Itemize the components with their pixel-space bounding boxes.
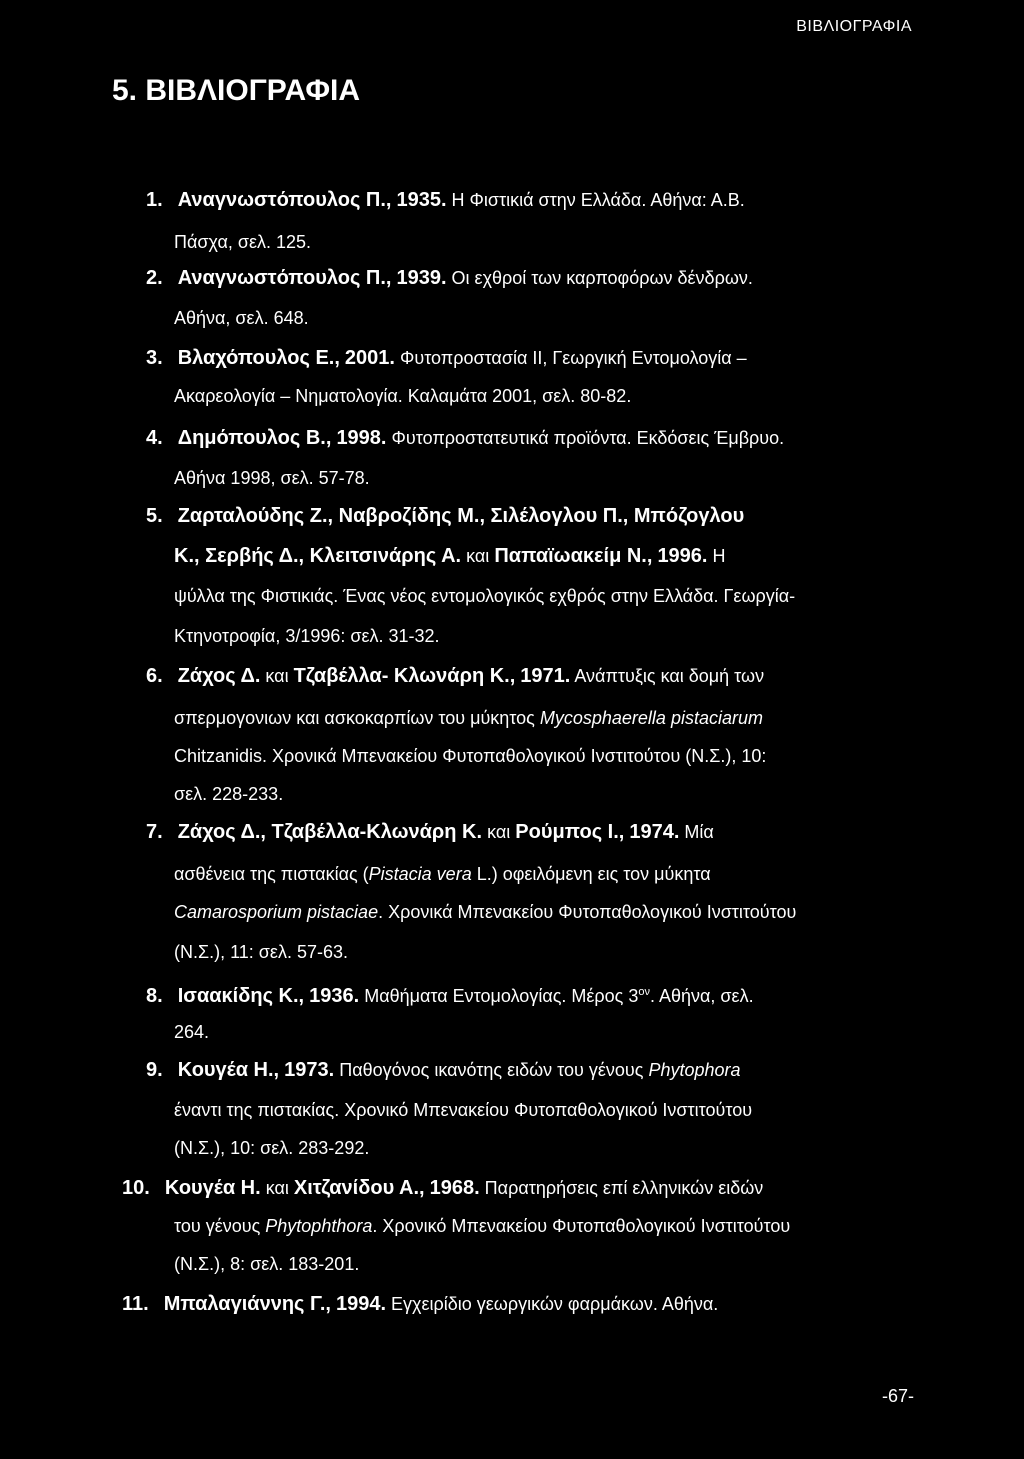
- reference-text: . Χρονικό Μπενακείου Φυτοπαθολογικού Ινστιτούτου: [372, 1216, 791, 1236]
- reference-year: 1935.: [396, 189, 447, 211]
- reference-text: Φυτοπροστασία ΙΙ, Γεωργική Εντομολογία –: [399, 348, 747, 368]
- reference-author: Κουγέα Η.,: [177, 1059, 280, 1081]
- reference-4-line-1: [146, 426, 784, 450]
- reference-text: του γένους: [174, 1216, 261, 1236]
- reference-9-line-1: [146, 1058, 741, 1082]
- reference-author: Ρούμπος Ι.,: [515, 821, 625, 843]
- reference-author: Δημόπουλος Β.,: [177, 427, 332, 449]
- reference-text-tail: . Αθήνα, σελ.: [649, 986, 754, 1006]
- reference-6-line-1: [146, 664, 764, 688]
- reference-1-line-1: [146, 188, 745, 212]
- reference-text: L.) οφειλόμενη εις τον μύκητα: [476, 864, 711, 884]
- reference-number: 10.: [122, 1177, 150, 1199]
- reference-text: [364, 986, 753, 1006]
- reference-year: 1939.: [396, 267, 447, 289]
- reference-author: Ζάχος Δ.: [177, 665, 261, 687]
- reference-text: Οι εχθροί των καρποφόρων δένδρων.: [451, 268, 753, 288]
- reference-text: Μία: [684, 822, 714, 842]
- reference-species-name: Mycosphaerella pistaciarum: [539, 708, 763, 728]
- reference-author: Βλαχόπουλος Ε.,: [177, 347, 340, 369]
- reference-year: 1998.: [336, 427, 387, 449]
- section-title: 5. ΒΙΒΛΙΟΓΡΑΦΙΑ: [112, 74, 360, 107]
- reference-11-line-1: [122, 1292, 718, 1316]
- ordinal-superscript: ον: [638, 986, 650, 998]
- reference-9-line-3: (Ν.Σ.), 10: σελ. 283-292.: [174, 1138, 370, 1158]
- reference-8-line-2: 264.: [174, 1022, 210, 1042]
- reference-year: 1994.: [335, 1293, 387, 1315]
- reference-8-line-1: [146, 980, 754, 1008]
- reference-author: Κουγέα Η.: [164, 1177, 261, 1199]
- reference-author: Αναγνωστόπουλος Π.,: [177, 267, 392, 289]
- reference-author: Κ., Σερβής Δ., Κλειτσινάρης Α.: [174, 545, 462, 567]
- reference-2-line-2: Αθήνα, σελ. 648.: [174, 308, 309, 328]
- reference-number: 5.: [146, 505, 163, 527]
- reference-author: Χιτζανίδου Α.,: [293, 1177, 425, 1199]
- reference-10-line-2: [174, 1214, 790, 1238]
- reference-text: Η: [712, 546, 726, 566]
- reference-7-line-1: [146, 820, 714, 844]
- reference-5-line-2: [174, 544, 726, 568]
- reference-author: Παπαϊωακείμ Ν.,: [494, 545, 653, 567]
- reference-6-line-4: σελ. 228-233.: [174, 784, 284, 804]
- reference-author: Αναγνωστόπουλος Π.,: [177, 189, 392, 211]
- reference-number: 2.: [146, 267, 163, 289]
- reference-text-main: Μαθήματα Εντομολογίας. Μέρος 3: [364, 986, 639, 1006]
- reference-text: Εγχειρίδιο γεωργικών φαρμάκων. Αθήνα.: [391, 1294, 719, 1314]
- reference-author: Τζαβέλλα- Κλωνάρη Κ.,: [293, 665, 516, 687]
- reference-9-line-2: έναντι της πιστακίας. Χρονικό Μπενακείου Φυτοπαθολογικού Ινστιτούτου: [174, 1100, 753, 1120]
- reference-year: 1968.: [429, 1177, 480, 1199]
- reference-5-line-4: Κτηνοτροφία, 3/1996: σελ. 31-32.: [174, 626, 440, 646]
- reference-year: 1996.: [657, 545, 708, 567]
- reference-text: Παθογόνος ικανότης ειδών του γένους: [339, 1060, 644, 1080]
- reference-conjunction: και: [265, 666, 289, 686]
- reference-genus-name: Phytophthora: [265, 1216, 373, 1236]
- reference-text: Ανάπτυξις και δομή των: [574, 666, 765, 686]
- reference-number: 6.: [146, 665, 163, 687]
- reference-10-line-3: (Ν.Σ.), 8: σελ. 183-201.: [174, 1254, 360, 1274]
- reference-3-line-1: [146, 346, 747, 370]
- reference-1-line-2: Πάσχα, σελ. 125.: [174, 232, 312, 252]
- reference-number: 11.: [122, 1293, 149, 1315]
- reference-conjunction: και: [487, 822, 511, 842]
- reference-year: 1971.: [520, 665, 571, 687]
- reference-number: 4.: [146, 427, 163, 449]
- reference-author: Ζάχος Δ., Τζαβέλλα-Κλωνάρη Κ.: [177, 821, 483, 843]
- reference-year: 1973.: [284, 1059, 335, 1081]
- reference-text: Παρατηρήσεις επί ελληνικών ειδών: [484, 1178, 764, 1198]
- reference-10-line-1: [122, 1176, 763, 1200]
- reference-6-line-2: [174, 706, 763, 730]
- page-number: -67-: [881, 1386, 914, 1406]
- reference-author: Μπαλαγιάννης Γ.,: [163, 1293, 331, 1315]
- reference-number: 7.: [146, 821, 163, 843]
- reference-author: Ισαακίδης Κ.,: [177, 985, 305, 1007]
- reference-7-line-3: [174, 900, 796, 924]
- reference-2-line-1: [146, 266, 753, 290]
- reference-5-line-3: ψύλλα της Φιστικιάς. Ένας νέος εντομολογικός εχθρός στην Ελλάδα. Γεωργία-: [174, 586, 796, 606]
- reference-conjunction: και: [265, 1178, 289, 1198]
- reference-number: 8.: [146, 985, 163, 1007]
- reference-year: 1974.: [629, 821, 680, 843]
- reference-4-line-2: Αθήνα 1998, σελ. 57-78.: [174, 468, 370, 488]
- reference-text: Η Φιστικιά στην Ελλάδα. Αθήνα: Α.Β.: [451, 190, 745, 210]
- reference-species-name: Pistacia vera: [368, 864, 472, 884]
- reference-year: 1936.: [309, 985, 360, 1007]
- reference-year: 2001.: [344, 347, 395, 369]
- reference-7-line-2: [174, 862, 711, 886]
- reference-7-line-4: (Ν.Σ.), 11: σελ. 57-63.: [174, 942, 348, 962]
- reference-species-name: Camarosporium pistaciae: [174, 902, 379, 922]
- reference-3-line-2: Ακαρεολογία – Νηματολογία. Καλαμάτα 2001, σελ. 80-82.: [174, 386, 632, 406]
- reference-number: 1.: [146, 189, 163, 211]
- reference-text: ασθένεια της πιστακίας (: [174, 864, 369, 884]
- reference-conjunction: και: [466, 546, 490, 566]
- reference-text: σπερμογονιων και ασκοκαρπίων του μύκητος: [174, 708, 535, 728]
- reference-number: 3.: [146, 347, 163, 369]
- reference-6-line-3: Chitzanidis. Χρονικά Μπενακείου Φυτοπαθολογικού Ινστιτούτου (Ν.Σ.), 10:: [174, 746, 767, 766]
- reference-text: . Χρονικά Μπενακείου Φυτοπαθολογικού Ινστιτούτου: [378, 902, 797, 922]
- reference-author: Ζαρταλούδης Ζ., Ναβροζίδης Μ., Σιλέλογλου Π., Μπόζογλου: [177, 505, 745, 527]
- reference-genus-name: Phytophora: [648, 1060, 741, 1080]
- reference-5-line-1: [146, 504, 744, 528]
- reference-text: Φυτοπροστατευτικά προϊόντα. Εκδόσεις Έμβρυο.: [391, 428, 785, 448]
- reference-number: 9.: [146, 1059, 163, 1081]
- running-header: ΒΙΒΛΙΟΓΡΑΦΙΑ: [796, 18, 912, 35]
